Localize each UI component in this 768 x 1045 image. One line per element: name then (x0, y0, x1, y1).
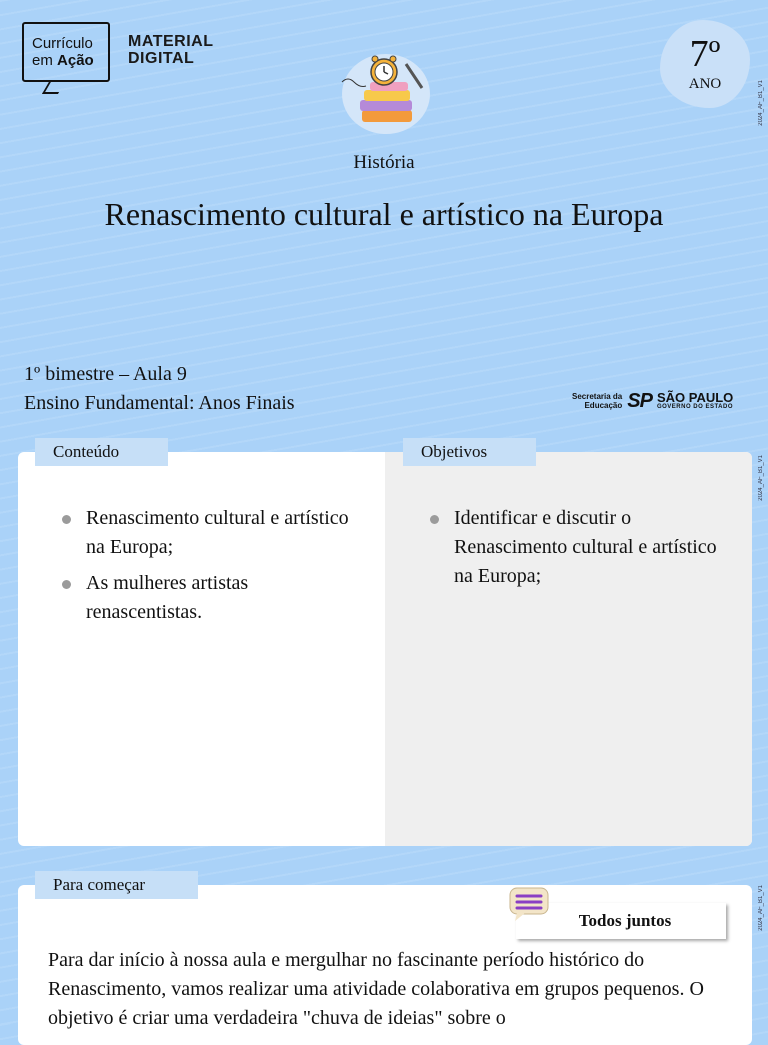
material-line1: MATERIAL (128, 33, 214, 50)
content-list (56, 504, 356, 634)
sp-mark: SP (627, 390, 652, 412)
material-line2: DIGITAL (128, 50, 195, 67)
content-objectives-card (18, 452, 752, 846)
side-code: 2024_AF_B1_V1 (758, 455, 764, 501)
books-clock-icon (340, 48, 432, 136)
intro-paragraph: Para dar início à nossa aula e mergulhar no fascinante período histórico do Renascimento, vamos realizar uma atividade colaborativa em grupos pequenos. O objetivo é criar uma verdadeira "chuva de ideias" sobre o (48, 949, 704, 1029)
logo-line1: Currículo (32, 35, 93, 52)
tab-conteudo: Conteúdo (35, 438, 168, 466)
side-code: 2024_AF_B1_V1 (758, 80, 764, 126)
sp-name: SÃO PAULO GOVERNO DO ESTADO (656, 390, 734, 410)
lesson-level: Ensino Fundamental: Anos Finais (24, 392, 295, 414)
page-title: Renascimento cultural e artístico na Europa (104, 196, 664, 232)
lesson-bimester: 1º bimestre – Aula 9 (24, 363, 187, 385)
subject-label: História (353, 152, 415, 173)
year-badge (660, 20, 750, 108)
todos-juntos-badge: Todos juntos (516, 903, 726, 939)
tab-para-comecar: Para começar (35, 871, 198, 899)
year-number: 7º (689, 33, 721, 75)
list-item: As mulheres artistas renascentistas. (56, 569, 356, 627)
secretaria-text: Secretaria da Educação (572, 392, 623, 410)
list-item: Identificar e discutir o Renascimento cultural e artístico na Europa; (424, 504, 724, 591)
objectives-list (424, 504, 724, 598)
side-code: 2024_AF_B1_V1 (758, 885, 764, 931)
curriculo-em-acao-logo (22, 22, 110, 82)
chat-bubble-icon (507, 886, 551, 922)
logo-line2: em Ação (32, 52, 94, 69)
material-digital-logo (128, 33, 213, 67)
logo-speech-tail (42, 80, 66, 94)
tab-objetivos: Objetivos (403, 438, 536, 466)
year-label: ANO (688, 76, 722, 92)
list-item: Renascimento cultural e artístico na Europa; (56, 504, 356, 562)
sao-paulo-government-logo (572, 388, 733, 414)
lesson-meta (24, 360, 295, 418)
